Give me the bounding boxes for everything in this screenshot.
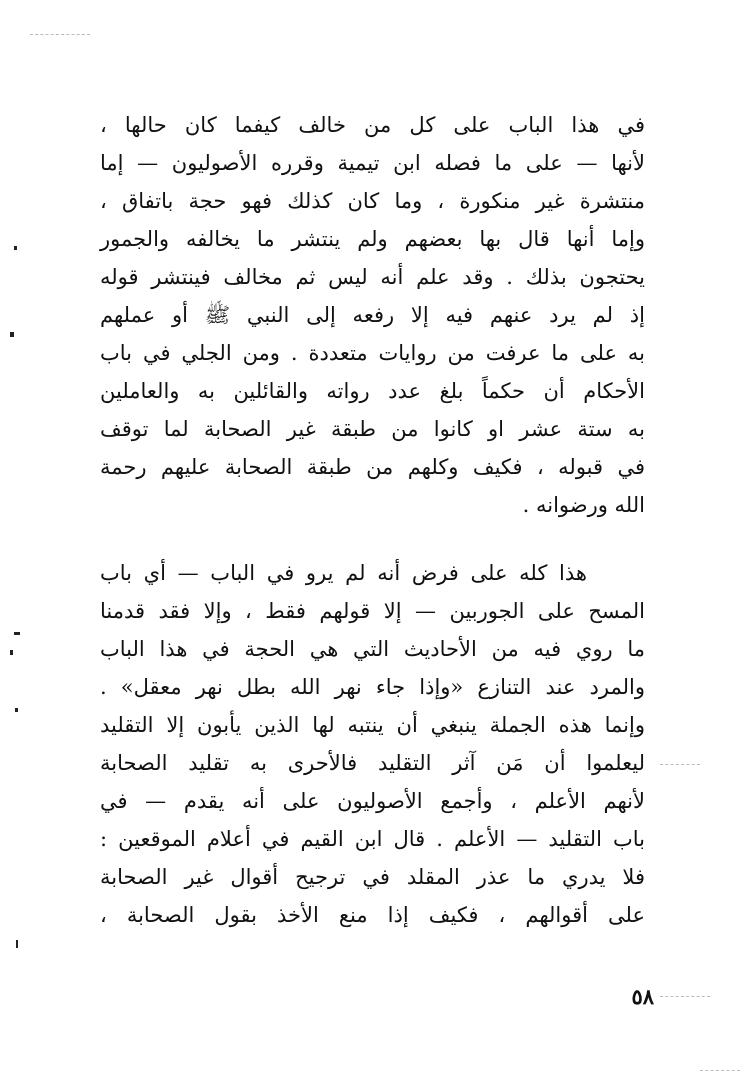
text-line: به على ما عرفت من روايات متعددة . ومن الجلي في باب [100,341,645,365]
text-line: لأنهم الأعلم ، وأجمع الأصوليون على أنه يقدم — في [100,789,645,813]
text-line: منتشرة غير منكورة ، وما كان كذلك فهو حجة باتفاق ، [100,189,645,213]
text-line: ليعلموا أن مَن آثر التقليد فالأحرى به تقليد الصحابة [100,751,645,775]
text-line: باب التقليد — الأعلم . قال ابن القيم في أعلام الموقعين : [100,827,645,851]
text-line: في هذا الباب على كل من خالف كيفما كان حالها ، [100,113,645,137]
page-number: ٥٨ [631,984,654,1009]
text-line: لأنها — على ما فصله ابن تيمية وقرره الأصوليون — إما [100,151,645,175]
text-line: والمرد عند التنازع «وإذا جاء نهر الله بطل نهر معقل» . [100,675,645,699]
text-line: إذ لم يرد عنهم فيه إلا رفعه إلى النبي ﷺ أو عملهم [100,303,645,327]
text-line: ما روي فيه من الأحاديث التي هي الحجة في هذا الباب [100,637,645,661]
scan-artifact-right-2 [660,996,710,998]
text-line: وإما أنها قال بها بعضهم ولم ينتشر ما يخالفه والجمور [100,227,645,251]
text-line: وإنما هذه الجملة ينبغي أن ينتبه لها الذين يأبون إلا التقليد [100,713,645,737]
text-line: هذا كله على فرض أنه لم يرو في الباب — أي باب [100,561,587,585]
scan-artifact-right-1 [660,764,700,766]
text-line: فلا يدري ما عذر المقلد في ترجيح أقوال غير الصحابة [100,865,645,889]
text-line: الله ورضوانه . [522,493,645,517]
scan-artifact-top [30,34,90,36]
text-line: الأحكام أن حكماً بلغ عدد رواته والقائلين به والعاملين [100,379,645,403]
scan-artifact-left-2 [10,332,14,337]
paragraph-1 [100,106,645,524]
text-line: به ستة عشر او كانوا من طبقة غير الصحابة لما توقف [100,417,645,441]
scan-artifact-left-1 [14,246,17,250]
scan-artifact-left-5 [15,708,18,712]
text-line: في قبوله ، فكيف وكلهم من طبقة الصحابة عليهم رحمة [100,455,645,479]
scan-artifact-left-6 [16,940,18,948]
text-line: المسح على الجوربين — إلا قولهم فقط ، وإلا فقد قدمنا [100,599,645,623]
text-line: يحتجون بذلك . وقد علم أنه ليس ثم مخالف فينتشر قوله [100,265,645,289]
scan-artifact-left-3 [14,632,20,635]
paragraph-2 [100,554,645,934]
text-line: على أقوالهم ، فكيف إذا منع الأخذ بقول الصحابة ، [100,903,645,927]
scan-artifact-left-4 [10,650,13,655]
scan-artifact-bottom [700,1070,740,1072]
